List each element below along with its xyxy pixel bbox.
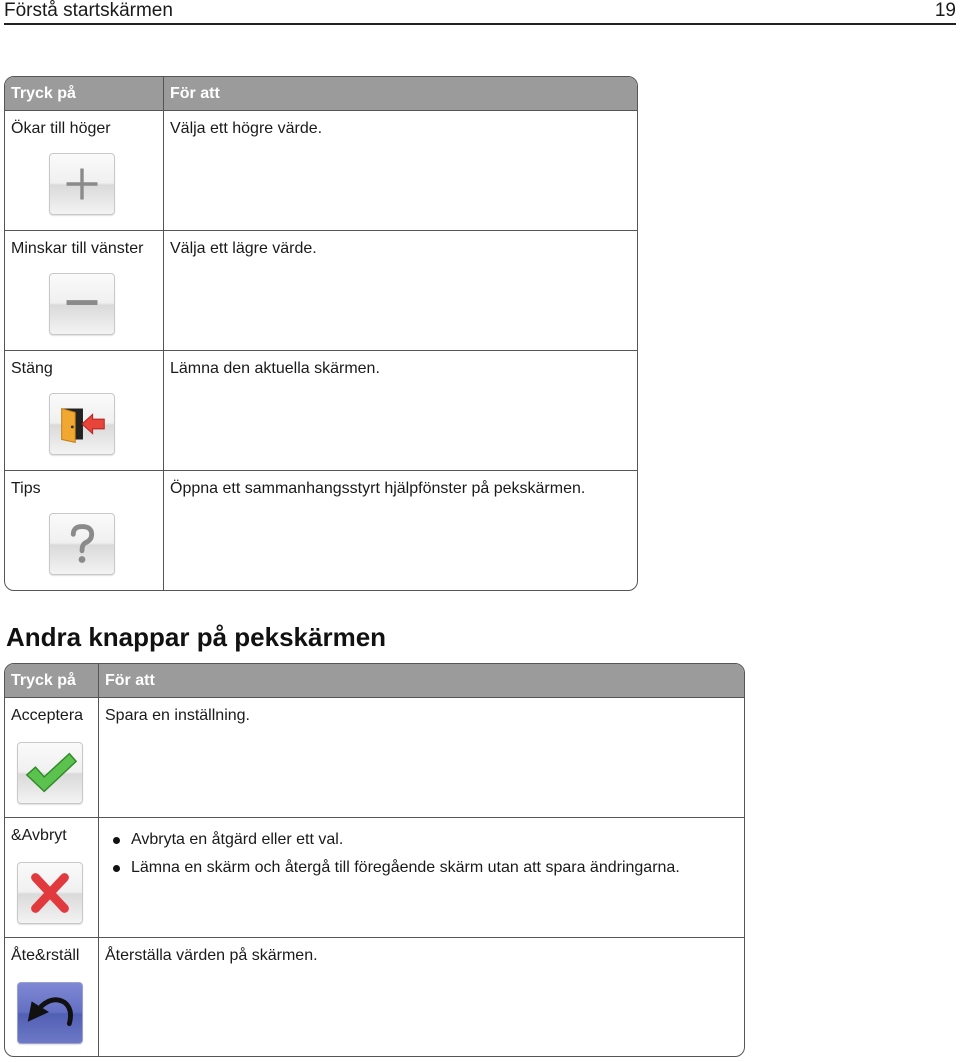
question-mark-icon[interactable] (49, 513, 115, 575)
list-item: Lämna en skärm och återgå till föregående skärm utan att spara ändringarna. (131, 854, 738, 882)
bullet-list (105, 826, 738, 882)
table-row (5, 471, 637, 590)
button-label: Ökar till höger (11, 120, 111, 137)
exit-door-icon[interactable] (49, 393, 115, 455)
table-row (5, 351, 637, 471)
page-number: 19 (934, 0, 956, 21)
column-header-purpose: För att (98, 664, 744, 698)
button-description: Välja ett högre värde. (163, 111, 637, 231)
plus-icon[interactable] (49, 153, 115, 215)
button-description: Välja ett lägre värde. (163, 231, 637, 351)
button-label: Tips (11, 480, 41, 497)
checkmark-icon[interactable] (17, 742, 83, 804)
button-label: Acceptera (11, 707, 84, 724)
column-header-purpose: För att (163, 77, 637, 111)
column-header-touch: Tryck på (5, 664, 98, 698)
button-label: Åte&rställ (11, 947, 80, 964)
button-label: Minskar till vänster (11, 240, 144, 257)
button-description: Lämna den aktuella skärmen. (163, 351, 637, 471)
button-description: Spara en inställning. (98, 698, 744, 818)
page-title: Förstå startskärmen (4, 0, 173, 21)
page-header (4, 0, 956, 25)
table-row (5, 231, 637, 351)
button-description: Öppna ett sammanhangsstyrt hjälpfönster på pekskärmen. (163, 471, 637, 590)
column-header-touch: Tryck på (5, 77, 163, 111)
table-row (5, 938, 744, 1056)
undo-arrow-icon[interactable] (17, 982, 83, 1044)
list-item: Avbryta en åtgärd eller ett val. (131, 826, 738, 854)
button-label: Stäng (11, 360, 53, 377)
section-heading: Andra knappar på pekskärmen (6, 622, 387, 652)
button-description (98, 818, 744, 938)
red-x-icon[interactable] (17, 862, 83, 924)
button-label: &Avbryt (11, 827, 67, 844)
other-buttons-table (4, 663, 745, 1057)
table-row (5, 111, 637, 231)
buttons-table (4, 76, 638, 591)
button-description: Återställa värden på skärmen. (98, 938, 744, 1056)
table-row (5, 698, 744, 818)
table-row (5, 818, 744, 938)
minus-icon[interactable] (49, 273, 115, 335)
